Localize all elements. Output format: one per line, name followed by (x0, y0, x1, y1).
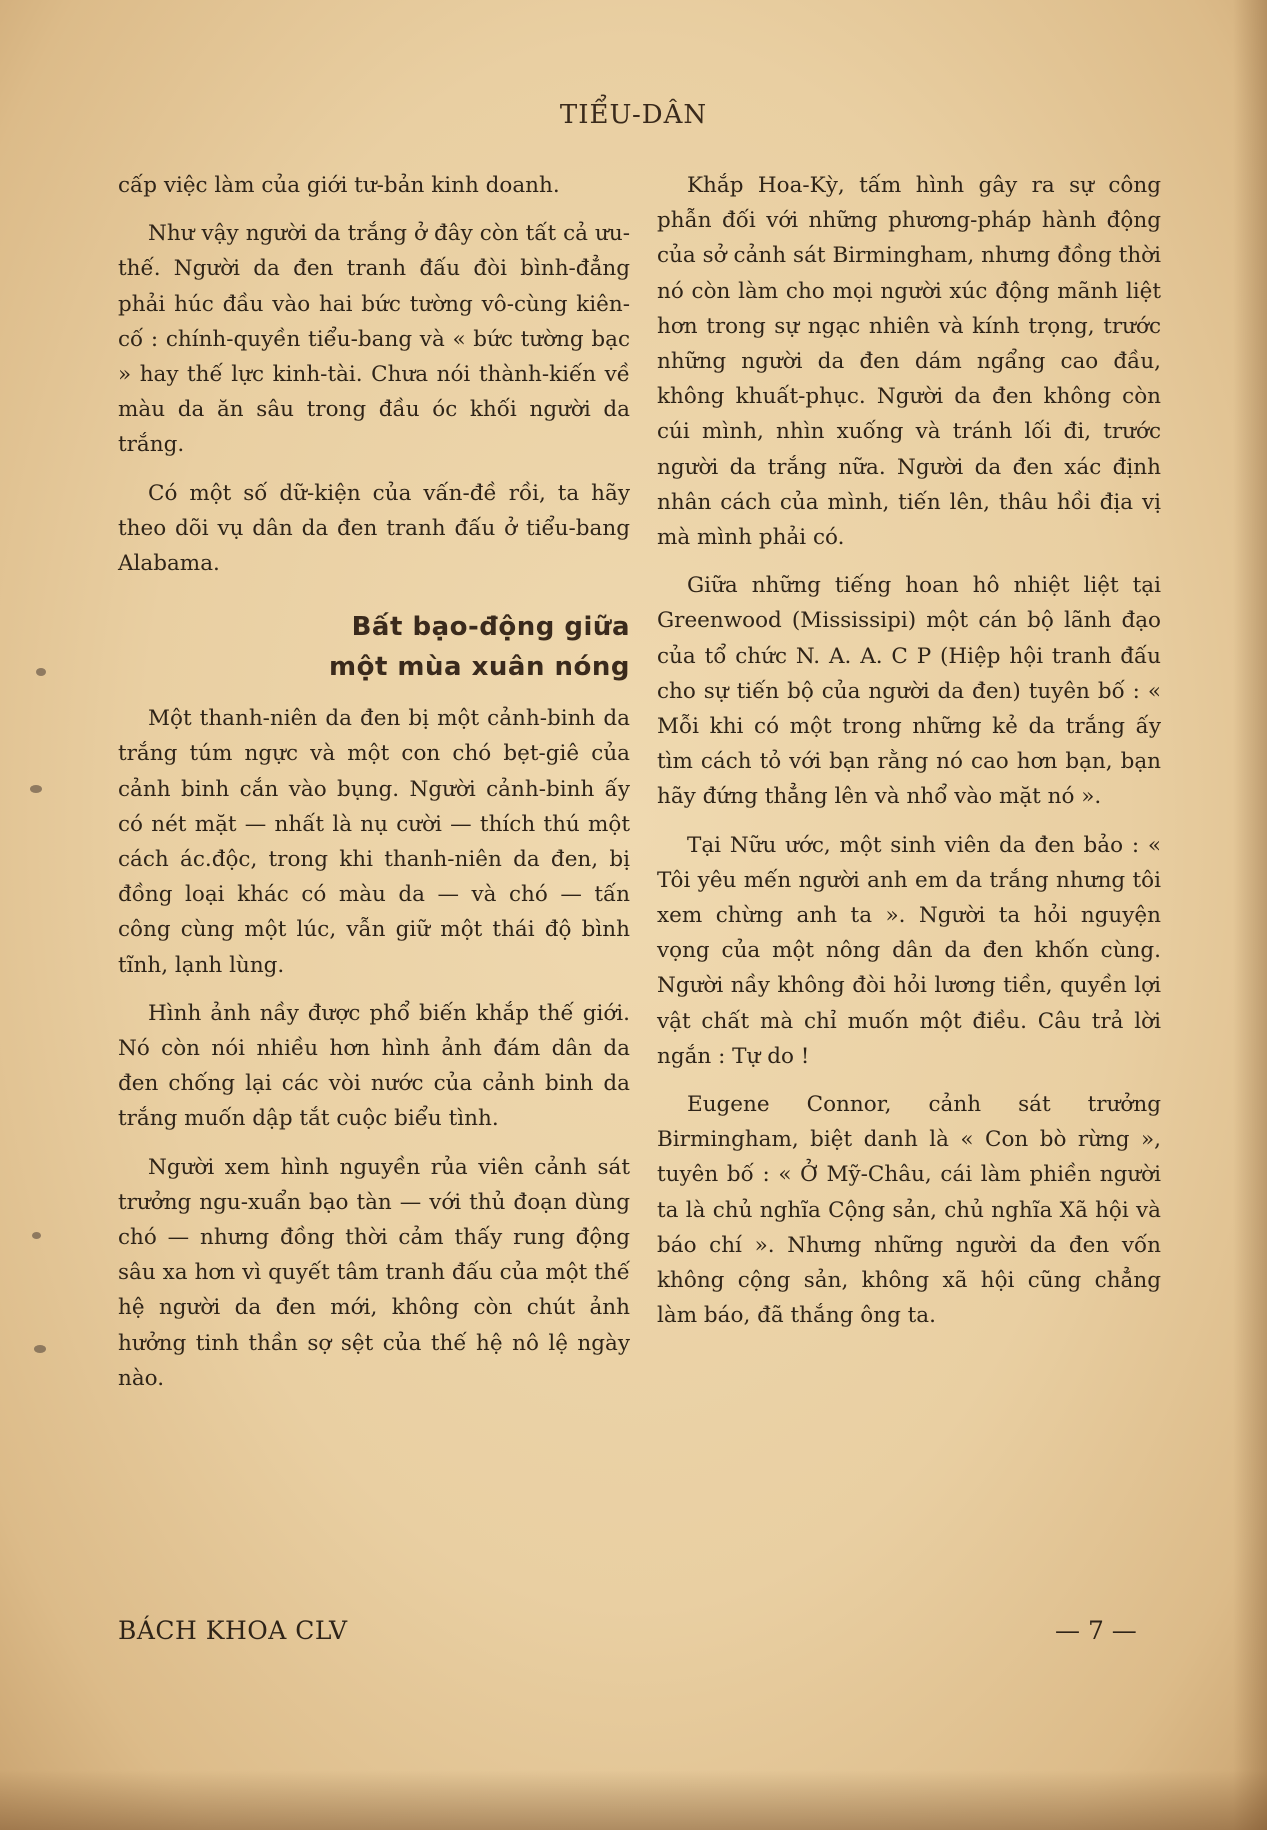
subheading-line: Bất bạo-động giữa (351, 612, 630, 643)
paper-spot (32, 1232, 41, 1239)
paragraph: Tại Nữu ước, một sinh viên da đen bảo : « Tôi yêu mến người anh em da trắng nhưng tôi xem chừng anh ta ». Người ta hỏi nguyện vọng của một nông dân da đen khốn cùng. Người nầy không đòi hỏi lương tiền, quyền lợi vật chất mà chỉ muốn một điều. Câu trả lời ngắn : Tự do ! (657, 832, 1161, 1069)
page-edge-shadow-right (1233, 0, 1267, 1830)
paragraph: Eugene Connor, cảnh sát trưởng Birmingham, biệt danh là « Con bò rừng », tuyên bố : « Ở Mỹ-Châu, cái làm phiền người ta là chủ nghĩa Cộng sản, chủ nghĩa Xã hội và báo chí ». Nhưng những người da đen vốn không cộng sản, không xã hội cũng chẳng làm báo, đã thắng ông ta. (657, 1092, 1161, 1329)
magazine-footer: BÁCH KHOA CLV (118, 1616, 348, 1645)
paper-spot (36, 668, 46, 676)
paper-spot (34, 1345, 46, 1353)
paragraph: cấp việc làm của giới tư-bản kinh doanh. (118, 173, 560, 198)
paragraph: Giữa những tiếng hoan hô nhiệt liệt tại Greenwood (Mississipi) một cán bộ lãnh đạo của tổ chức N. A. A. C P (Hiệp hội tranh đấu cho sự tiến bộ của người da đen) tuyên bố : « Mỗi khi có một trong những kẻ da trắng ấy tìm cách tỏ với bạn rằng nó cao hơn bạn, bạn hãy đứng thẳng lên và nhổ vào mặt nó ». (657, 573, 1161, 810)
paragraph: Như vậy người da trắng ở đây còn tất cả ưu-thế. Người da đen tranh đấu đòi bình-đẳng phải húc đầu vào hai bức tường vô-cùng kiên-cố : chính-quyền tiểu-bang và « bức tường bạc » hay thế lực kinh-tài. Chưa nói thành-kiến về màu da ăn sâu trong đầu óc khối người da trắng. (118, 221, 630, 458)
paragraph: Người xem hình nguyền rủa viên cảnh sát trưởng ngu-xuẩn bạo tàn — với thủ đoạn dùng chó — nhưng đồng thời cảm thấy rung động sâu xa hơn vì quyết tâm tranh đấu của một thế hệ người da đen mới, không còn chút ảnh hưởng tinh thần sợ sệt của thế hệ nô lệ ngày nào. (118, 1154, 630, 1391)
left-column (118, 168, 630, 1409)
paragraph: Một thanh-niên da đen bị một cảnh-binh da trắng túm ngực và một con chó bẹt-giê của cảnh binh cắn vào bụng. Người cảnh-binh ấy có nét mặt — nhất là nụ cười — thích thú một cách ác.độc, trong khi thanh-niên da đen, bị đồng loại khác có màu da — và chó — tấn công cùng một lúc, vẫn giữ một thái độ bình tĩnh, lạnh lùng. (118, 706, 630, 978)
page-edge-shadow-bottom (0, 1770, 1267, 1830)
running-header: TIỂU-DÂN (559, 100, 708, 130)
right-column (657, 168, 1161, 1347)
paragraph: Có một số dữ-kiện của vấn-đề rồi, ta hãy theo dõi vụ dân da đen tranh đấu ở tiểu-bang Alabama. (118, 480, 630, 577)
paper-spot (30, 785, 42, 793)
page-number: — 7 — (1055, 1616, 1137, 1645)
subheading-line: một mùa xuân nóng (328, 652, 630, 683)
section-subheading (118, 607, 630, 687)
paragraph: Khắp Hoa-Kỳ, tấm hình gây ra sự công phẫn đối với những phương-pháp hành động của sở cảnh sát Birmingham, nhưng đồng thời nó còn làm cho mọi người xúc động mãnh liệt hơn trong sự ngạc nhiên và kính trọng, trước những người da đen dám ngẩng cao đầu, không khuất-phục. Người da đen không còn cúi mình, nhìn xuống và tránh lối đi, trước người da trắng nữa. Người da đen xác định nhân cách của mình, tiến lên, thâu hồi địa vị mà mình phải có. (657, 173, 1161, 551)
paragraph: Hình ảnh nầy được phổ biến khắp thế giới. Nó còn nói nhiều hơn hình ảnh đám dân da đen chống lại các vòi nước của cảnh binh da trắng muốn dập tắt cuộc biểu tình. (118, 1000, 630, 1132)
